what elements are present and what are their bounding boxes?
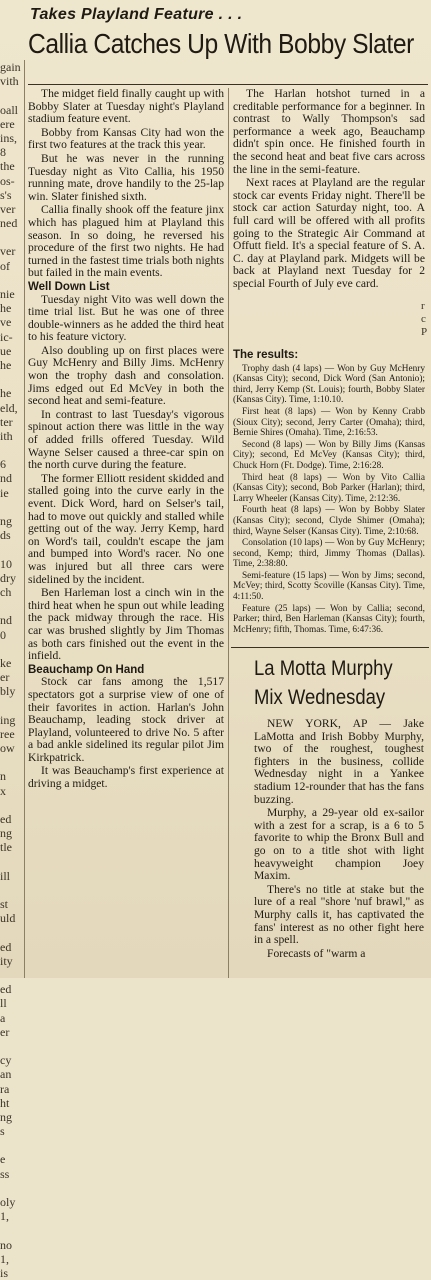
result-line: Trophy dash (4 laps) — Won by Guy McHenry (Kansas City); second, Dick Word (San Antonio); third, Jerry Kemp (St. Louis); fourth, Bobby Slater (Kansas City). Time, 1:10.10. [233, 363, 425, 406]
paragraph: The former Elliott resident skidded and stalled going into the curve early in the event. Dick Word, hard on Selser's tail, had to move out quickly and stalled while getting out of the way. Jerry Kemp, hard on Word's tail, couldn't escape the jam and bumped into Word's racer. No one was injured but all three cars were sidelined by the incident. [28, 471, 224, 586]
fragment-line: uld [0, 911, 16, 926]
kicker-line: Takes Playland Feature . . . [30, 6, 243, 23]
paragraph: Forecasts of "warm a [267, 946, 366, 960]
fragment-line: ra [0, 1081, 10, 1096]
fragment-line [0, 642, 22, 656]
fragment-line [0, 855, 22, 869]
headline: Callia Catches Up With Bobby Slater [28, 28, 414, 59]
fragment-line [0, 925, 22, 939]
race-results [233, 347, 425, 636]
fragment-line: ng [0, 826, 12, 841]
result-line: Fourth heat (8 laps) — Won by Bobby Slater (Kansas City); second, Clyde Shimer (Omaha); third, Wayne Selser (Kansas City). Time, 2:10:68. [233, 505, 425, 537]
fragment-line: ing [0, 712, 16, 727]
fragment-line [0, 798, 22, 812]
subhead: Beauchamp On Hand [28, 663, 145, 676]
fragment-line [0, 1138, 22, 1152]
fragment-line: st [0, 897, 9, 912]
fragment-line [0, 230, 22, 244]
fragment-line [0, 755, 22, 769]
fragment-line [0, 698, 22, 712]
column-divider [24, 60, 25, 978]
headline-2-text: La Motta Murphy Mix Wednesday [254, 657, 393, 709]
adjacent-column-fragment-right [421, 300, 431, 620]
paragraph: The midget field finally caught up with Bobby Slater at Tuesday night's Playland stadium feature event. [28, 87, 224, 126]
fragment-line: 8 [0, 145, 6, 160]
result-line: Second (8 laps) — Won by Billy Jims (Kansas City); second, Ed McVey (Kansas City); third, Chuck Horn (Ft. Dodge). Time, 2:16:28. [233, 439, 425, 471]
fragment-line: n [0, 769, 6, 784]
fragment-line: a [0, 1010, 6, 1025]
fragment-line [0, 968, 22, 982]
paragraph: Stock car fans among the 1,517 spectators got a surprise view of one of their favorites in action. Harlan's John Beauchamp, leading stock driver at Playland, volunteered to drive No. 5 after a bad ankle sidelined its regular pilot Jim Kirkpatrick. [28, 675, 224, 764]
paragraph: In contrast to last Tuesday's vigorous spinout action there was little in the way of added frills offered Tuesday. Wild Wayne Selser caused a three-car spin on the north curve during the feature. [28, 407, 224, 472]
fragment-line: 1, [0, 1209, 9, 1224]
fragment-line: er [0, 1024, 10, 1039]
headline-rule [28, 84, 428, 85]
fragment-line: nie [0, 287, 15, 301]
fragment-line: ng [0, 514, 12, 528]
fragment-line [0, 542, 22, 556]
fragment-line: dry [0, 570, 16, 585]
fragment-line: is [0, 1265, 9, 1280]
fragment-line: nd [0, 471, 12, 486]
fragment-line [0, 1181, 22, 1195]
paragraph: Murphy, a 29-year old ex-sailor with a zest for a scrap, is a 6 to 5 favorite to whip the Bronx Bull and go on to a title shot with light heavyweight champion Joey Maxim. [254, 806, 424, 883]
fragment-line: e [0, 1152, 6, 1167]
fragment-line: ver [0, 201, 16, 216]
fragment-line: ow [0, 741, 15, 755]
fragment-line: ve [0, 315, 12, 330]
fragment-line: ie [0, 485, 9, 500]
fragment-line: ins, [0, 130, 18, 145]
result-line: Feature (25 laps) — Won by Callia; second, Parker; third, Ben Harleman (Kansas City); fourth, McHenry; fifth, Thomas. Time, 6:47:36. [233, 603, 425, 635]
headline-2 [254, 654, 408, 712]
fragment-line: ss [0, 1166, 10, 1181]
fragment-line: ill [0, 868, 11, 883]
paragraph: Bobby from Kansas City had won the first two features at the track this year. [28, 125, 224, 152]
results-heading: The results: [233, 349, 299, 361]
fragment-line: s's [0, 187, 12, 202]
fragment-line [0, 372, 22, 386]
paragraph: The Harlan hotshot turned in a creditable performance for a beginner. In contrast to Wally Thompson's sad performance a week ago, Beauchamp didn't spin once. He finished fourth in the second heat and beat five cars across the line in the semi-feature. [233, 87, 425, 176]
fragment-line: nd [0, 613, 12, 628]
fragment-line: vith [0, 74, 19, 89]
fragment-line: he [0, 301, 12, 316]
fragment-line: ere [0, 116, 15, 131]
fragment-line: ree [0, 726, 15, 741]
story-separator [231, 647, 429, 648]
fragment-line: he [0, 386, 12, 401]
fragment-line [0, 443, 22, 457]
fragment-line: c [421, 313, 426, 325]
paragraph: Also doubling up on first places were Guy McHenry and Billy Jims. McHenry won the trophy dash and consolation. Jims edged out Ed McVey in both the second heat and semi-feature. [28, 343, 224, 408]
fragment-line: he [0, 357, 12, 372]
paragraph: Next races at Playland are the regular stock car events Friday night. There'll be stock car action Saturday night, too. A full card will be offered with all profits going to the Strategic Air Command at Offutt field. It's a special feature of S. A. C. day at Playland park. Midgets will be back at Playland next Tuesday for 2 special Fourth of July eve card. [233, 176, 425, 290]
fragment-line: ith [0, 428, 13, 443]
paragraph: But he was never in the running Tuesday night as Vito Callia, his 1950 running mate, drove handily to the 25-lap win. Slater finished sixth. [28, 151, 224, 203]
fragment-line: er [0, 670, 10, 685]
paragraph: Ben Harleman lost a cinch win in the third heat when he spun out while leading the pack midway through the race. His car was brushed slightly by Jim Thomas as both cars finished out the event in the infield. [28, 586, 224, 663]
fragment-line: ds [0, 528, 11, 543]
paragraph: It was Beauchamp's first experience at driving a midget. [28, 764, 224, 791]
article-column-2 [233, 88, 425, 292]
result-line: Third heat (8 laps) — Won by Vito Callia (Kansas City); second, Bob Parker (Harlan); third, Larry Wheeler (Kansas City). Time, 2:12:36. [233, 472, 425, 504]
fragment-line: the [0, 159, 15, 174]
result-line: Consolation (10 laps) — Won by Guy McHenry; second, Kemp; third, Jimmy Thomas (Dallas). Time, 2:38:80. [233, 538, 425, 570]
fragment-line: cy [0, 1053, 12, 1068]
fragment-line: bly [0, 684, 16, 699]
fragment-line: ter [0, 414, 13, 429]
fragment-line: ned [0, 216, 18, 231]
result-line: First heat (8 laps) — Won by Kenny Crabb (Sioux City); second, Jerry Carter (Omaha); third, Bernie Shires (Omaha). Time, 2:16:53. [233, 406, 425, 439]
fragment-line: an [0, 1067, 12, 1082]
fragment-line: of [0, 258, 10, 273]
fragment-line: ity [0, 953, 13, 968]
fragment-line [0, 273, 22, 287]
fragment-line: os- [0, 173, 15, 188]
result-line: Semi-feature (15 laps) — Won by Jims; second, McVey; third, Scotty Scoville (Kansas City). Time, 4:11:50. [233, 570, 425, 603]
fragment-line: ver [0, 244, 16, 259]
paragraph: Tuesday night Vito was well down the time trial list. But he was one of three double-winners as he added the third heat to his feature victory. [28, 292, 224, 344]
fragment-line: ch [0, 584, 12, 599]
fragment-line: x [0, 783, 6, 798]
fragment-line: 6 [0, 457, 6, 472]
paragraph: There's no title at stake but the lure of a real "shore 'nuf brawl," as Murphy calls it, has captivated the fans' interest as no other fight here in a spell. [254, 882, 424, 947]
column-divider [228, 88, 229, 978]
fragment-line: oly [0, 1195, 16, 1209]
fragment-line: ue [0, 343, 12, 358]
fragment-line [0, 1223, 22, 1237]
adjacent-column-fragment [0, 60, 22, 1280]
fragment-line: ed [0, 939, 12, 954]
paragraph: Callia finally shook off the feature jinx which has plagued him at Playland this season. In so doing, he reversed his procedure of the first two nights. He had turned in the fastest time trials both nights but failed in the main events. [28, 203, 224, 280]
fragment-line: 0 [0, 627, 6, 642]
article-column-1 [28, 88, 224, 792]
fragment-line: eld, [0, 400, 18, 415]
fragment-line: r [421, 300, 425, 312]
article-2-column [254, 718, 424, 961]
fragment-line: ht [0, 1095, 10, 1110]
fragment-line [0, 500, 22, 514]
fragment-line: P [421, 326, 428, 338]
fragment-line [0, 1039, 22, 1053]
fragment-line: gain [0, 60, 21, 74]
fragment-line [0, 88, 22, 102]
fragment-line: ic- [0, 329, 13, 344]
fragment-line: 10 [0, 556, 12, 571]
fragment-line: ng [0, 1109, 12, 1124]
fragment-line [0, 599, 22, 613]
fragment-line: oall [0, 102, 18, 117]
fragment-line: tle [0, 840, 12, 855]
fragment-line: 1, [0, 1251, 9, 1266]
fragment-line [0, 883, 22, 897]
paragraph: NEW YORK, AP — Jake LaMotta and Irish Bobby Murphy, two of the roughest, toughest fighters in the business, collide Wednesday night in a Yankee stadium 12-rounder that has the fans buzzing. [254, 717, 424, 806]
fragment-line: ed [0, 982, 12, 997]
fragment-line: no [0, 1237, 12, 1252]
fragment-line: ll [0, 996, 7, 1011]
fragment-line: s [0, 1124, 5, 1139]
subhead: Well Down List [28, 280, 110, 293]
fragment-line: ke [0, 655, 12, 670]
fragment-line: ed [0, 811, 12, 826]
